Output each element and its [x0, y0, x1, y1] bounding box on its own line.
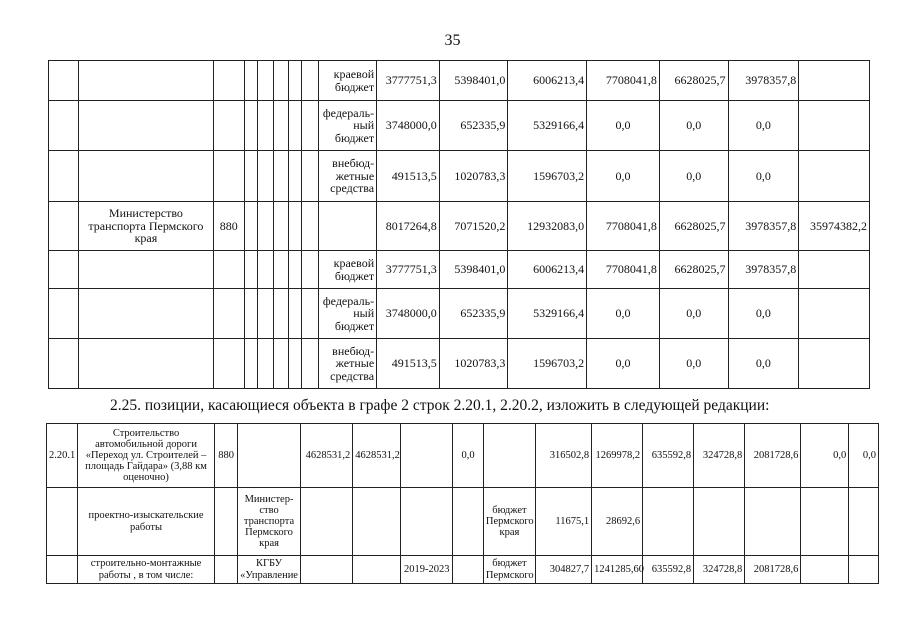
- financing-table: [48, 60, 870, 389]
- value-cell: 5398401,0: [439, 61, 508, 101]
- period-cell: [401, 488, 453, 556]
- value-cell: 635592,8: [643, 556, 694, 584]
- value-cell: 304827,7: [535, 556, 591, 584]
- source-cell: федераль-ный бюджет: [318, 289, 377, 339]
- value-cell: 0,0: [587, 151, 660, 202]
- source-cell: внебюд-жетные средства: [318, 339, 377, 389]
- value-cell: 0,0: [587, 339, 660, 389]
- value-cell: [799, 251, 870, 289]
- empty-cell: [49, 202, 79, 251]
- empty-cell: [274, 101, 289, 151]
- empty-cell: [302, 339, 318, 389]
- code-cell: 880: [215, 424, 237, 488]
- value-cell: 11675,1: [535, 488, 591, 556]
- code-cell: [213, 101, 244, 151]
- value-cell: 1020783,3: [439, 151, 508, 202]
- value-cell: 28692,6: [592, 488, 643, 556]
- value-cell: [801, 556, 849, 584]
- source-cell: [318, 202, 377, 251]
- empty-cell: [302, 251, 318, 289]
- empty-cell: [274, 339, 289, 389]
- empty-cell: [244, 101, 257, 151]
- table-row: [49, 251, 870, 289]
- value-cell: 0,0: [659, 101, 728, 151]
- table-row: [49, 202, 870, 251]
- value-cell: 0,0: [728, 101, 799, 151]
- value-cell: 6006213,4: [508, 61, 587, 101]
- empty-cell: [244, 251, 257, 289]
- empty-cell: [274, 289, 289, 339]
- value-cell: [643, 488, 694, 556]
- empty-cell: [274, 251, 289, 289]
- value-cell: 12932083,0: [508, 202, 587, 251]
- value-cell: 0,0: [728, 289, 799, 339]
- empty-cell: [258, 289, 274, 339]
- source-cell: [483, 424, 535, 488]
- value-cell: 0,0: [587, 289, 660, 339]
- value-cell: 8017264,8: [377, 202, 440, 251]
- empty-cell: [258, 202, 274, 251]
- empty-cell: [274, 202, 289, 251]
- responsible-cell: Министер-ство транспорта Пермского края: [237, 488, 300, 556]
- object-name-cell: Строительство автомобильной дороги «Переход ул. Строителей – площадь Гайдара» (3,88 км оценочно): [77, 424, 215, 488]
- table-row: [49, 61, 870, 101]
- value-cell: 0,0: [659, 151, 728, 202]
- entity-cell: [79, 289, 213, 339]
- value-cell: 7071520,2: [439, 202, 508, 251]
- source-cell: краевой бюджет: [318, 61, 377, 101]
- value-cell: [694, 488, 745, 556]
- section-heading: 2.25. позиции, касающиеся объекта в графе 2 строк 2.20.1, 2.20.2, изложить в следующей редакции:: [110, 397, 770, 414]
- value-cell: 7708041,8: [587, 61, 660, 101]
- value-cell: 3748000,0: [377, 101, 440, 151]
- value-cell: 3978357,8: [728, 251, 799, 289]
- value-cell: 491513,5: [377, 339, 440, 389]
- empty-cell: [49, 251, 79, 289]
- value-cell: 0,0: [587, 101, 660, 151]
- row-number-cell: [47, 556, 78, 584]
- value-cell: 0,0: [453, 424, 484, 488]
- value-cell: 324728,8: [694, 424, 745, 488]
- empty-cell: [302, 101, 318, 151]
- entity-cell: [79, 101, 213, 151]
- value-cell: [799, 101, 870, 151]
- value-cell: 2081728,6: [745, 424, 801, 488]
- entity-cell: [79, 61, 213, 101]
- value-cell: [849, 556, 879, 584]
- entity-cell: [79, 151, 213, 202]
- cost-cell: [301, 488, 353, 556]
- empty-cell: [244, 289, 257, 339]
- code-cell: [213, 289, 244, 339]
- empty-cell: [302, 202, 318, 251]
- empty-cell: [289, 61, 302, 101]
- empty-cell: [49, 61, 79, 101]
- value-cell: 3978357,8: [728, 61, 799, 101]
- value-cell: [801, 488, 849, 556]
- cost-cell: 4628531,2: [301, 424, 353, 488]
- value-cell: 3777751,3: [377, 61, 440, 101]
- cost-cell: 4628531,2: [353, 424, 401, 488]
- value-cell: 3978357,8: [728, 202, 799, 251]
- value-cell: 1596703,2: [508, 339, 587, 389]
- responsible-cell: [237, 424, 300, 488]
- value-cell: 3777751,3: [377, 251, 440, 289]
- entity-cell: Министерство транспорта Пермского края: [79, 202, 213, 251]
- value-cell: 0,0: [801, 424, 849, 488]
- value-cell: 5329166,4: [508, 101, 587, 151]
- value-cell: 652335,9: [439, 289, 508, 339]
- empty-cell: [289, 289, 302, 339]
- table-row: [49, 151, 870, 202]
- source-cell: федераль-ный бюджет: [318, 101, 377, 151]
- source-cell: внебюд-жетные средства: [318, 151, 377, 202]
- cost-cell: [301, 556, 353, 584]
- source-cell: краевой бюджет: [318, 251, 377, 289]
- value-cell: [849, 488, 879, 556]
- object-table: [46, 423, 879, 584]
- code-cell: 880: [213, 202, 244, 251]
- source-cell: бюджет Пермского края: [483, 488, 535, 556]
- value-cell: [453, 488, 484, 556]
- value-cell: 316502,8: [535, 424, 591, 488]
- empty-cell: [49, 339, 79, 389]
- object-name-cell: проектно-изыскательские работы: [77, 488, 215, 556]
- value-cell: 635592,8: [643, 424, 694, 488]
- value-cell: 0,0: [728, 339, 799, 389]
- empty-cell: [274, 151, 289, 202]
- empty-cell: [244, 151, 257, 202]
- empty-cell: [244, 339, 257, 389]
- table-row: [49, 339, 870, 389]
- value-cell: 1269978,2: [592, 424, 643, 488]
- period-cell: [401, 424, 453, 488]
- code-cell: [213, 151, 244, 202]
- empty-cell: [49, 101, 79, 151]
- value-cell: [799, 289, 870, 339]
- value-cell: [799, 151, 870, 202]
- value-cell: 1241285,60: [592, 556, 643, 584]
- value-cell: [745, 488, 801, 556]
- empty-cell: [258, 339, 274, 389]
- empty-cell: [289, 202, 302, 251]
- value-cell: 5398401,0: [439, 251, 508, 289]
- value-cell: 3748000,0: [377, 289, 440, 339]
- entity-cell: [79, 339, 213, 389]
- row-number-cell: 2.20.1: [47, 424, 78, 488]
- value-cell: 0,0: [728, 151, 799, 202]
- code-cell: [213, 251, 244, 289]
- code-cell: [213, 339, 244, 389]
- table-row: [47, 488, 879, 556]
- cost-cell: [353, 488, 401, 556]
- entity-cell: [79, 251, 213, 289]
- value-cell: [799, 61, 870, 101]
- value-cell: 7708041,8: [587, 251, 660, 289]
- code-cell: [215, 488, 237, 556]
- empty-cell: [289, 251, 302, 289]
- table-row: [49, 289, 870, 339]
- empty-cell: [302, 61, 318, 101]
- value-cell: 6628025,7: [659, 61, 728, 101]
- table-row: [47, 556, 879, 584]
- value-cell: 0,0: [659, 339, 728, 389]
- object-name-cell: строительно-монтажные работы , в том числе:: [77, 556, 215, 584]
- empty-cell: [289, 339, 302, 389]
- page-number: 35: [444, 32, 461, 49]
- empty-cell: [49, 151, 79, 202]
- empty-cell: [302, 289, 318, 339]
- value-cell: 0,0: [849, 424, 879, 488]
- code-cell: [215, 556, 237, 584]
- empty-cell: [244, 61, 257, 101]
- value-cell: 1596703,2: [508, 151, 587, 202]
- empty-cell: [289, 101, 302, 151]
- value-cell: 2081728,6: [745, 556, 801, 584]
- value-cell: [453, 556, 484, 584]
- value-cell: 5329166,4: [508, 289, 587, 339]
- cost-cell: [353, 556, 401, 584]
- empty-cell: [302, 151, 318, 202]
- period-cell: 2019-2023: [401, 556, 453, 584]
- empty-cell: [289, 151, 302, 202]
- value-cell: 491513,5: [377, 151, 440, 202]
- value-cell: [799, 339, 870, 389]
- empty-cell: [274, 61, 289, 101]
- empty-cell: [49, 289, 79, 339]
- value-cell: 6006213,4: [508, 251, 587, 289]
- value-cell: 7708041,8: [587, 202, 660, 251]
- value-cell: 6628025,7: [659, 251, 728, 289]
- value-cell: 1020783,3: [439, 339, 508, 389]
- value-cell: 6628025,7: [659, 202, 728, 251]
- empty-cell: [258, 101, 274, 151]
- value-cell: 324728,8: [694, 556, 745, 584]
- empty-cell: [258, 151, 274, 202]
- value-cell: 0,0: [659, 289, 728, 339]
- empty-cell: [258, 251, 274, 289]
- value-cell: 652335,9: [439, 101, 508, 151]
- table-row: [47, 424, 879, 488]
- source-cell: бюджет Пермского: [483, 556, 535, 584]
- code-cell: [213, 61, 244, 101]
- table-row: [49, 101, 870, 151]
- empty-cell: [244, 202, 257, 251]
- value-cell: 35974382,2: [799, 202, 870, 251]
- empty-cell: [258, 61, 274, 101]
- responsible-cell: КГБУ «Управление: [237, 556, 300, 584]
- row-number-cell: [47, 488, 78, 556]
